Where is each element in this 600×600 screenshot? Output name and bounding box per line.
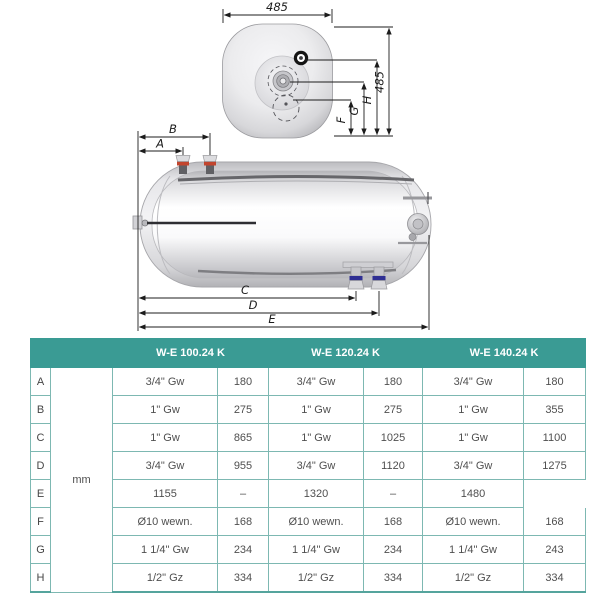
- dim-label-width: 485: [266, 0, 288, 14]
- row-label: B: [31, 396, 51, 424]
- cell: –: [218, 480, 269, 508]
- dim-label-a: A: [156, 136, 164, 151]
- cell: 355: [524, 396, 586, 424]
- cell: 275: [364, 396, 423, 424]
- cell: 1100: [524, 424, 586, 452]
- cell: 3/4" Gw: [269, 452, 364, 480]
- port-grommet: [294, 51, 308, 65]
- dim-label-f: F: [334, 116, 348, 124]
- cell: 1155: [113, 480, 218, 508]
- cell: 1" Gw: [423, 396, 524, 424]
- cell: 1 1/4" Gw: [423, 536, 524, 564]
- cell: 334: [524, 564, 586, 593]
- cell: 180: [218, 368, 269, 396]
- cell: –: [364, 480, 423, 508]
- cell: 3/4" Gw: [423, 368, 524, 396]
- cell: 1" Gw: [113, 396, 218, 424]
- cell: Ø10 wewn.: [113, 508, 218, 536]
- row-label: G: [31, 536, 51, 564]
- cell: 1/2" Gz: [113, 564, 218, 593]
- header-empty-cell: [31, 339, 113, 368]
- table-row: [31, 368, 586, 396]
- cell: 3/4" Gw: [423, 452, 524, 480]
- cell: 1275: [524, 452, 586, 480]
- table-row: [31, 480, 586, 508]
- cell: 1 1/4" Gw: [269, 536, 364, 564]
- spec-table: [30, 338, 586, 593]
- header-model-3: W-E 140.24 K: [423, 339, 586, 368]
- cell: 168: [218, 508, 269, 536]
- cell: 234: [218, 536, 269, 564]
- cell: 1/2" Gz: [269, 564, 364, 593]
- row-label: H: [31, 564, 51, 593]
- cell: 865: [218, 424, 269, 452]
- cell: [524, 480, 586, 508]
- row-label: E: [31, 480, 51, 508]
- cell: 1320: [269, 480, 364, 508]
- cell: 1 1/4" Gw: [113, 536, 218, 564]
- cell: 234: [364, 536, 423, 564]
- dim-label-e: E: [268, 312, 276, 326]
- tank-side-view: [133, 122, 432, 331]
- dim-label-height: 485: [372, 71, 387, 93]
- cell: 168: [524, 508, 586, 536]
- cell: 1025: [364, 424, 423, 452]
- cell: 1" Gw: [423, 424, 524, 452]
- table-row: [31, 564, 586, 593]
- dim-label-d: D: [248, 298, 258, 312]
- row-label: A: [31, 368, 51, 396]
- cell: 955: [218, 452, 269, 480]
- cell: 1120: [364, 452, 423, 480]
- row-label: F: [31, 508, 51, 536]
- cell: 275: [218, 396, 269, 424]
- bottom-plate: [343, 262, 393, 268]
- cell: 168: [364, 508, 423, 536]
- dim-label-h: H: [360, 95, 374, 105]
- cell: 334: [364, 564, 423, 593]
- cell: Ø10 wewn.: [269, 508, 364, 536]
- table-row: [31, 396, 586, 424]
- cell: 1/2" Gz: [423, 564, 524, 593]
- dim-label-c: C: [240, 283, 250, 297]
- header-model-1: W-E 100.24 K: [113, 339, 269, 368]
- dim-label-g: G: [347, 106, 361, 116]
- cell: 334: [218, 564, 269, 593]
- cell: 1" Gw: [113, 424, 218, 452]
- table-header-row: [31, 339, 586, 368]
- cell: Ø10 wewn.: [423, 508, 524, 536]
- tank-front-view: [223, 0, 394, 138]
- row-label: D: [31, 452, 51, 480]
- cell: 180: [524, 368, 586, 396]
- table-row: [31, 536, 586, 564]
- cell: 1" Gw: [269, 396, 364, 424]
- dim-label-b: B: [169, 122, 177, 136]
- cell: 3/4" Gw: [113, 452, 218, 480]
- header-model-2: W-E 120.24 K: [269, 339, 423, 368]
- cell: 3/4" Gw: [269, 368, 364, 396]
- cell: 243: [524, 536, 586, 564]
- unit-cell: mm: [51, 368, 113, 593]
- cell: 180: [364, 368, 423, 396]
- table-row: [31, 452, 586, 480]
- row-label: C: [31, 424, 51, 452]
- cell: 1" Gw: [269, 424, 364, 452]
- cell: 3/4" Gw: [113, 368, 218, 396]
- table-row: [31, 424, 586, 452]
- cell: 1480: [423, 480, 524, 508]
- table-row: [31, 508, 586, 536]
